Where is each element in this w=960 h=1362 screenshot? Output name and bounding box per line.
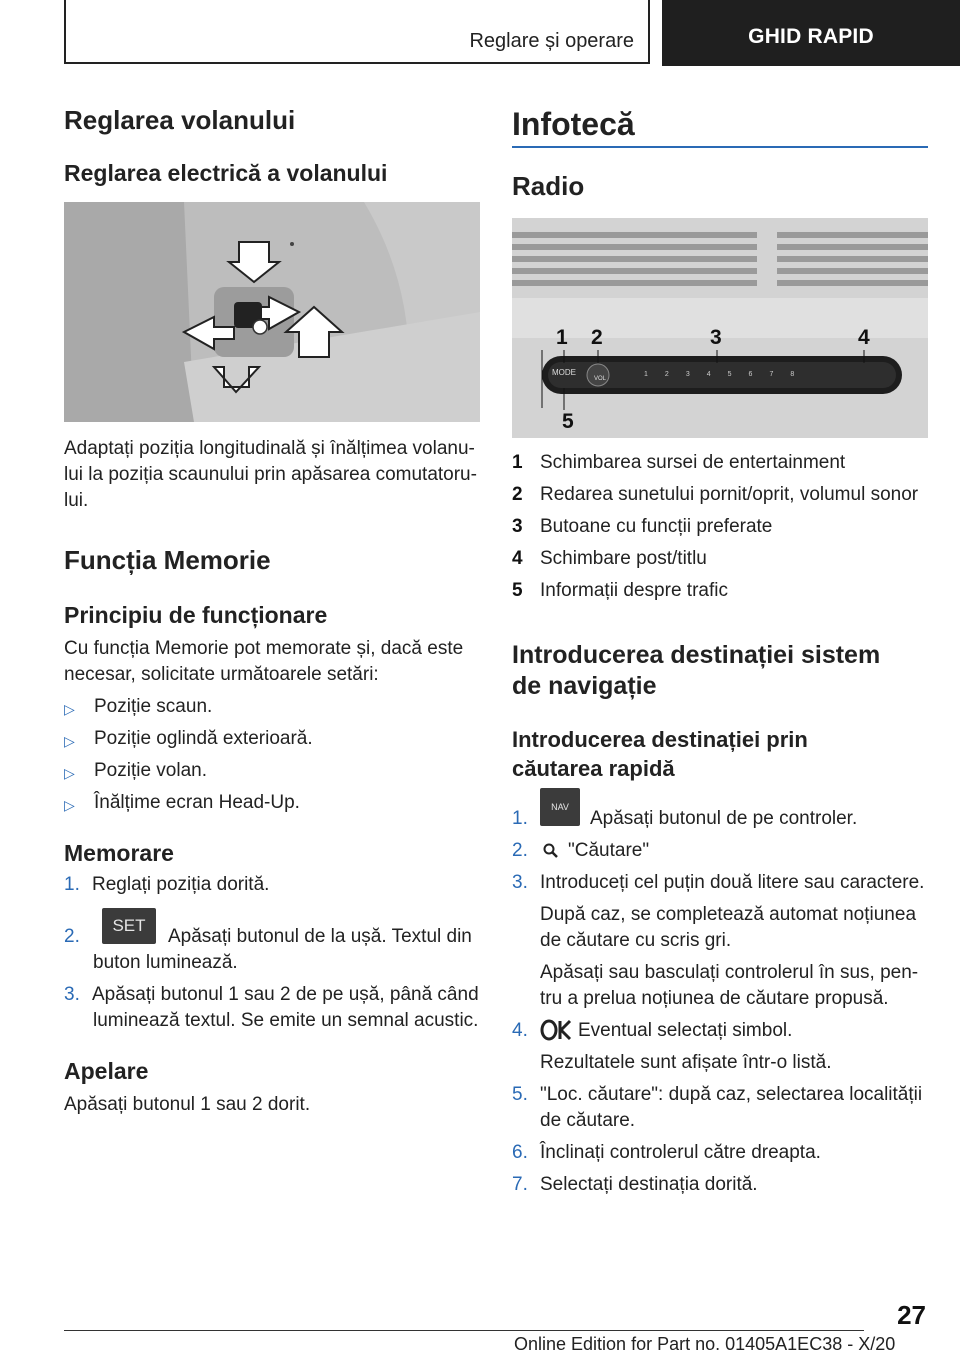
header-tab: GHID RAPID (662, 0, 960, 66)
heading-memory: Funcția Memorie (64, 545, 271, 575)
header-section-title: Reglare și operare (469, 30, 634, 52)
item-text: Butoane cu funcții preferate (540, 516, 773, 537)
nav-key-icon: NAV (540, 788, 580, 826)
step-text-cont: După caz, se completează automat noțiunea (540, 904, 917, 925)
item-number: 4 (512, 548, 523, 569)
step-text: Înclinați controlerul către dreapta. (540, 1142, 821, 1163)
subheading-nav-line-2: de navigație (512, 672, 657, 700)
step-number: 4. (512, 1020, 528, 1041)
preset-label: 4 (706, 371, 711, 378)
principle-text-line-2: necesar, solicitate următoarele setări: (64, 664, 379, 685)
step-text: Eventual selectați simbol. (578, 1020, 793, 1041)
subheading-radio: Radio (512, 171, 585, 201)
step-text: Reglați poziția dorită. (92, 874, 270, 895)
set-key-icon: SET (102, 908, 156, 944)
step-number (512, 806, 540, 832)
preset-label: 3 (685, 371, 690, 378)
ok-icon (540, 1018, 572, 1042)
step-text-cont: luminează textul. Se emite un semnal acustic. (93, 1010, 479, 1031)
vol-label: VOL (594, 376, 607, 382)
mode-label: MODE (552, 368, 576, 377)
item-text: Informații despre trafic (540, 580, 728, 601)
step-text: Introduceți cel puțin două litere sau caractere. (540, 872, 925, 893)
heading-rule (512, 146, 928, 148)
step-text-cont: de căutare cu scris gri. (540, 930, 732, 951)
item-number: 3 (512, 516, 523, 537)
footer-edition: Online Edition for Part no. 01405A1EC38 - X/20 (514, 1334, 896, 1354)
item-number: 5 (512, 580, 523, 601)
triangle-bullet-icon: ▷ (64, 701, 75, 717)
step-number: 6. (512, 1142, 528, 1163)
step-number: 3. (512, 872, 528, 893)
call-text: Apăsați butonul 1 sau 2 dorit. (64, 1094, 311, 1115)
preset-label: 8 (790, 371, 795, 378)
subheading-call: Apelare (64, 1058, 149, 1084)
list-item (64, 694, 212, 722)
item-number: 1 (512, 452, 523, 473)
step-text-cont: de căutare. (540, 1110, 636, 1131)
callout-3: 3 (710, 326, 722, 349)
subheading-nav-line-1: Introducerea destinației sistem (512, 641, 881, 669)
heading-steering: Reglarea volanului (64, 105, 296, 135)
step-number: 1. (64, 874, 80, 895)
step-text-cont: tru a prelua noțiunea de căutare propusă. (540, 988, 889, 1009)
step-text-cont: Apăsați sau basculați controlerul în sus, pen- (540, 962, 919, 983)
steering-text-line-3: lui. (64, 490, 89, 511)
subheading-electric-steering: Reglarea electrică a volanului (64, 160, 388, 186)
list-item (64, 790, 300, 818)
callout-4: 4 (858, 326, 870, 349)
step-text: "Căutare" (568, 840, 650, 861)
callout-2: 2 (591, 326, 603, 349)
triangle-bullet-icon: ▷ (64, 797, 75, 813)
steering-photo (64, 202, 480, 422)
subheading-quick-search-line-2: căutarea rapidă (512, 756, 675, 781)
list-item (64, 872, 269, 898)
step-text: Apăsați butonul 1 sau 2 de pe ușă, până când (92, 984, 479, 1005)
footer-rule (64, 1330, 864, 1331)
heading-infotainment: Infotecă (512, 106, 635, 142)
list-item (64, 726, 313, 754)
step-number: 5. (512, 1084, 528, 1105)
step-number: 7. (512, 1174, 528, 1195)
radio-photo (512, 218, 928, 438)
bullet-text: Poziție volan. (94, 760, 208, 781)
list-item (512, 1140, 821, 1166)
callout-1: 1 (556, 326, 568, 349)
preset-label: 2 (664, 371, 669, 378)
subheading-store: Memorare (64, 840, 174, 866)
item-text: Schimbare post/titlu (540, 548, 707, 569)
list-item (64, 758, 207, 786)
steering-text-line-2: lui la poziția scaunului prin apăsarea comutatoru- (64, 464, 477, 485)
step-text: Apăsați butonul de pe controler. (590, 808, 858, 829)
list-item (512, 514, 772, 540)
list-item (512, 870, 924, 896)
list-item (512, 482, 918, 508)
triangle-bullet-icon: ▷ (64, 733, 75, 749)
bullet-text: Poziție scaun. (94, 696, 213, 717)
bullet-text: Poziție oglindă exterioară. (94, 728, 313, 749)
step-number: 2. (64, 926, 80, 947)
principle-text-line-1: Cu funcția Memorie pot memorate și, dacă este (64, 638, 464, 659)
step-text-cont: buton luminează. (93, 952, 238, 973)
preset-label: 1 (644, 371, 648, 378)
preset-label: 7 (769, 371, 774, 378)
page-number: 27 (897, 1300, 926, 1330)
list-item (512, 578, 728, 604)
list-item (512, 450, 845, 476)
step-number-text: 1. (512, 808, 528, 829)
list-item (512, 546, 707, 572)
step-text: Apăsați butonul de la ușă. Textul din (168, 926, 472, 947)
preset-label: 5 (727, 371, 732, 378)
list-item (64, 924, 92, 950)
triangle-bullet-icon: ▷ (64, 765, 75, 781)
step-number: 2. (512, 840, 528, 861)
step-text: "Loc. căutare": după caz, selectarea localității (540, 1084, 923, 1105)
bullet-text: Înălțime ecran Head-Up. (94, 792, 300, 813)
steering-text-line-1: Adaptați poziția longitudinală și înălțimea volanu- (64, 438, 475, 459)
list-item (512, 1082, 922, 1108)
list-item (512, 838, 540, 864)
preset-label: 6 (748, 371, 753, 378)
subheading-principle: Principiu de funcționare (64, 602, 328, 628)
preset-row (644, 371, 794, 378)
step-text-cont: Rezultatele sunt afișate într-o listă. (540, 1052, 832, 1073)
item-text: Redarea sunetului pornit/oprit, volumul sonor (540, 484, 919, 505)
steering-illustration (64, 202, 480, 422)
list-item (512, 1172, 758, 1198)
step-number: 3. (64, 984, 80, 1005)
item-number: 2 (512, 484, 523, 505)
list-item (64, 982, 479, 1008)
step-text: Selectați destinația dorită. (540, 1174, 758, 1195)
subheading-quick-search-line-1: Introducerea destinației prin (512, 727, 808, 752)
page-header (0, 0, 960, 66)
search-icon (542, 842, 560, 860)
callout-5: 5 (562, 410, 574, 433)
list-item (512, 1018, 540, 1044)
item-text: Schimbarea sursei de entertainment (540, 452, 846, 473)
